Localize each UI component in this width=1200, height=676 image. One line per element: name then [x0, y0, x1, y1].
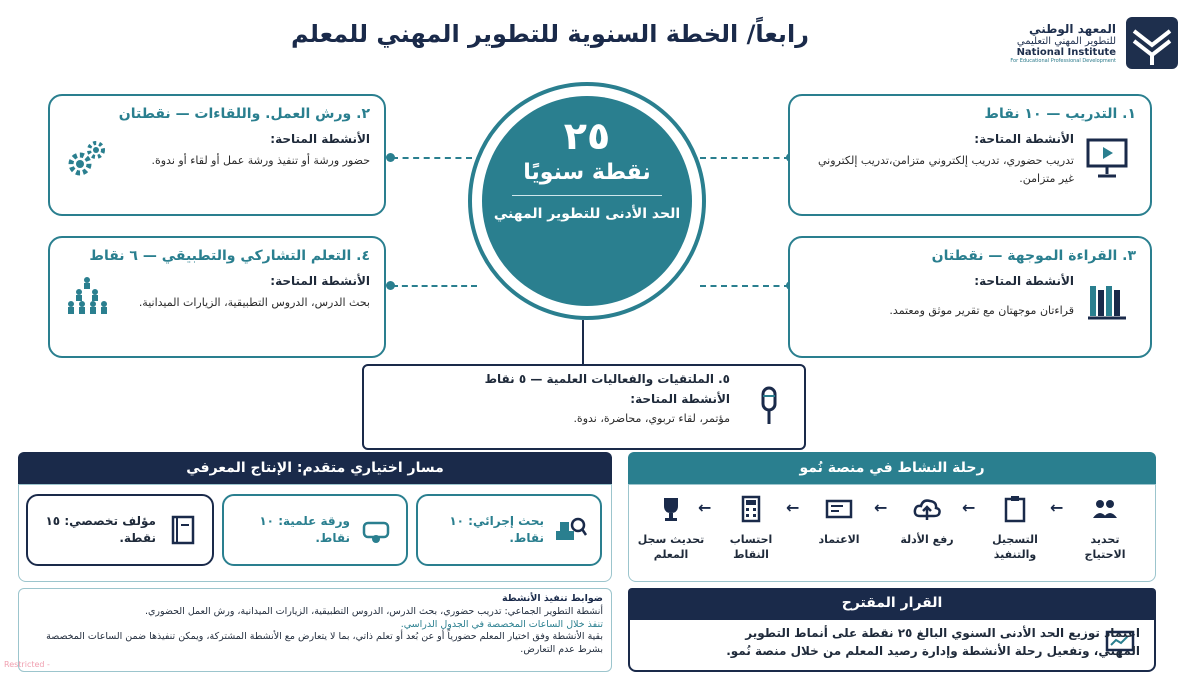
center-points-circle [482, 96, 692, 306]
advanced-item-line2: نقطة. [119, 531, 156, 545]
people-search-icon [1090, 494, 1120, 524]
connector-line [392, 157, 472, 159]
card-body: حضور ورشة أو تنفيذ ورشة عمل أو لقاء أو ندوة. [151, 154, 370, 167]
book-icon [166, 513, 200, 547]
page-title: رابعاً/ الخطة السنوية للتطوير المهني للمعلم [291, 20, 809, 48]
arrow-left-icon: ← [786, 498, 800, 517]
card-title: ١. التدريب — ١٠ نقاط [984, 106, 1136, 122]
journey-step-label: تحديث سجل المعلم [637, 533, 705, 562]
card-body: تدريب حضوري، تدريب إلكتروني متزامن،تدريب إلكتروني غير متزامن. [818, 154, 1074, 185]
institute-logo-icon [1124, 15, 1180, 71]
books-icon [1084, 278, 1130, 324]
journey-step [636, 494, 706, 563]
certificate-icon [824, 494, 854, 524]
people-group-icon [62, 274, 112, 320]
card-body: قراءتان موجهتان مع تقرير موثق ومعتمد. [889, 304, 1074, 317]
gears-icon [64, 136, 110, 182]
card-reading [788, 236, 1152, 358]
rules-box [18, 588, 612, 672]
card-subtitle: الأنشطة المتاحة: [270, 274, 370, 288]
advanced-item-line2: نقاط. [315, 531, 350, 545]
logo-english-name: National Institute [1016, 47, 1116, 58]
logo-english-sub: For Educational Professional Development [1010, 58, 1116, 64]
rules-line: تنفذ خلال الساعات المخصصة في الجدول الدراسي. [400, 618, 603, 630]
arrow-left-icon: ← [962, 498, 976, 517]
journey-step-label: احتساب النقاط [729, 533, 773, 562]
decision-header: القرار المقترح [628, 588, 1156, 618]
connector-line [392, 285, 477, 287]
logo-arabic-sub: للتطوير المهني التعليمي [1016, 36, 1116, 47]
card-subtitle: الأنشطة المتاحة: [270, 132, 370, 146]
rules-title: ضوابط تنفيذ الأنشطة [502, 593, 603, 604]
card-body: بحث الدرس، الدروس التطبيقية، الزيارات الميدانية. [138, 296, 370, 309]
advanced-item-line1: ورقة علمية: ١٠ [259, 514, 350, 529]
journey-step [1070, 494, 1140, 563]
advanced-item-scientific-paper [222, 494, 408, 566]
advanced-item-line2: نقاط. [509, 531, 544, 545]
card-title: ٥. الملتقيات والفعاليات العلمية — ٥ نقاط [484, 372, 730, 386]
journey-step-label: تحديد الاحتياج [1084, 533, 1126, 562]
card-subtitle: الأنشطة المتاحة: [630, 392, 730, 406]
journey-step [892, 494, 962, 547]
journey-step-label: رفع الأدلة [900, 533, 954, 546]
advanced-item-action-research [416, 494, 602, 566]
rules-line: بقية الأنشطة وفق اختيار المعلم حضورياً أو عن بُعد أو تعلم ذاتي، بما لا يتعارض مع الأنشطة المشتركة، ويمكن تنفيذها ضمن الساعات المخصصة بشرط عدم التعارض. [46, 631, 603, 656]
rules-line: أنشطة التطوير الجماعي: تدريب حضوري، بحث الدرس، الدروس التطبيقية، الزيارات الميدانية، ورش العمل الحضوري. [144, 605, 603, 617]
journey-step [716, 494, 786, 563]
journey-step-label: الاعتماد [818, 533, 860, 546]
arrow-left-icon: ← [874, 498, 888, 517]
journey-step-label: التسجيل والتنفيذ [992, 533, 1038, 562]
card-training [788, 94, 1152, 216]
trophy-icon [656, 494, 686, 524]
calculator-icon [736, 494, 766, 524]
connector-line [700, 285, 790, 287]
center-divider [512, 195, 662, 196]
research-blocks-icon [554, 513, 588, 547]
connector-dot [386, 281, 395, 290]
advanced-path-header: مسار اختياري متقدم: الإنتاج المعرفي [18, 452, 612, 484]
journey-step [804, 494, 874, 547]
scroll-diploma-icon [360, 513, 394, 547]
card-subtitle: الأنشطة المتاحة: [974, 132, 1074, 146]
connector-line [700, 157, 790, 159]
annual-points-label: نقطة سنويًا [523, 160, 651, 185]
connector-line [582, 320, 584, 364]
journey-step [980, 494, 1050, 563]
card-collaborative [48, 236, 386, 358]
card-title: ٢. ورش العمل. واللقاءات — نقطتان [118, 106, 370, 122]
advanced-item-line1: بحث إجرائي: ١٠ [449, 514, 544, 529]
arrow-left-icon: ← [1050, 498, 1064, 517]
microphone-icon [754, 384, 784, 430]
advanced-item-specialized-author [26, 494, 214, 566]
journey-header: رحلة النشاط في منصة نُمو [628, 452, 1156, 484]
card-title: ٤. التعلم التشاركي والتطبيقي — ٦ نقاط [89, 248, 370, 264]
card-workshops [48, 94, 386, 216]
card-title: ٣. القراءة الموجهة — نقطتان [931, 248, 1136, 264]
connector-dot [386, 153, 395, 162]
decision-text: اعتماد توزيع الحد الأدنى السنوي البالغ ٢٥ نقطة على أنماط التطوير المهني، وتفعيل رحلة الأنشطة وإدارة رصيد المعلم من خلال منصة نُمو. [726, 626, 1140, 658]
card-forums [362, 364, 806, 450]
card-body: مؤتمر، لقاء تربوي، محاضرة، ندوة. [573, 412, 730, 425]
card-subtitle: الأنشطة المتاحة: [974, 274, 1074, 288]
annual-points-number: ٢٥ [563, 114, 611, 158]
presentation-board-icon [1084, 134, 1130, 180]
restricted-label: Restricted - [4, 660, 50, 669]
logo-arabic-name: المعهد الوطني [1029, 22, 1116, 36]
arrow-left-icon: ← [698, 498, 712, 517]
advanced-item-line1: مؤلف تخصصي: ١٥ [45, 514, 156, 529]
logo-text [1010, 22, 1116, 64]
minimum-label: الحد الأدنى للتطوير المهني [493, 206, 681, 222]
logo [970, 8, 1180, 78]
clipboard-icon [1000, 494, 1030, 524]
cloud-upload-icon [912, 494, 942, 524]
